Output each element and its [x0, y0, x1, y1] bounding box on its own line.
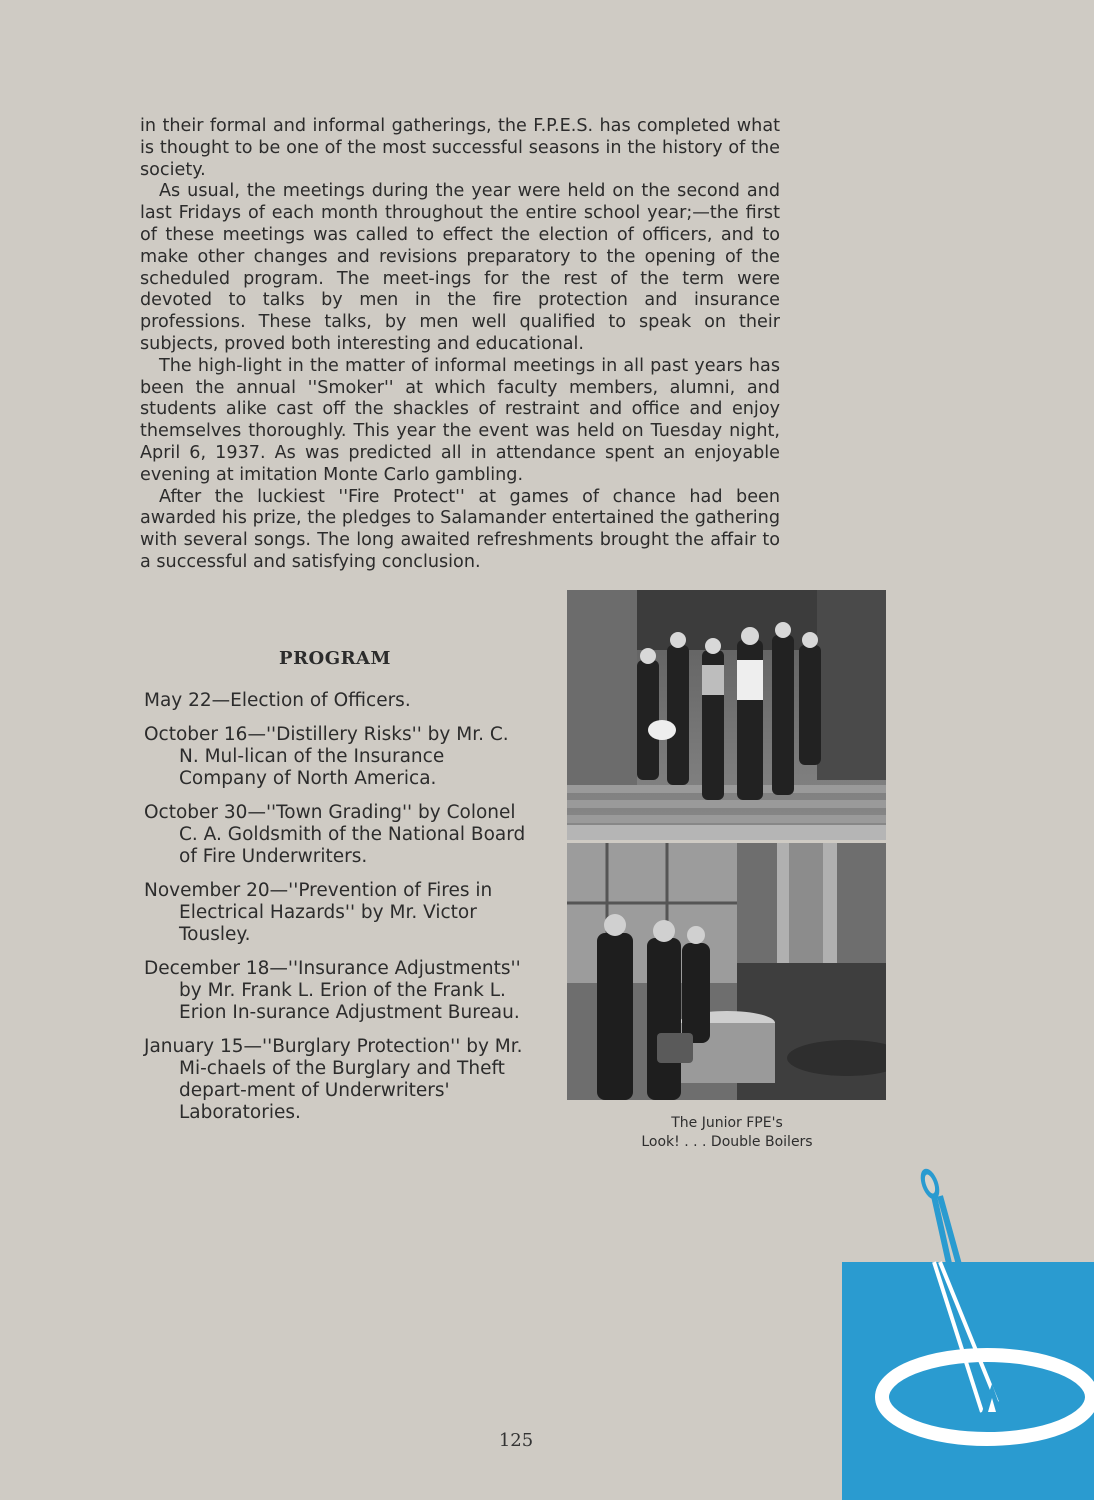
program-heading: PROGRAM: [279, 648, 391, 669]
program-item: January 15—''Burglary Protection'' by Mr. Mi-chaels of the Burglary and Theft depart-ment of Underwriters' Laboratories.: [144, 1036, 523, 1123]
body-text: [140, 116, 780, 574]
photo-caption: [566, 1114, 888, 1152]
program-item: May 22—Election of Officers.: [144, 690, 411, 711]
photo-double-boilers: [567, 843, 886, 1100]
program-list: [144, 690, 530, 1136]
program-item: October 30—''Town Grading'' by Colonel C. A. Goldsmith of the National Board of Fire Underwriters.: [144, 802, 526, 867]
paragraph-2: As usual, the meetings during the year were held on the second and last Fridays of each month throughout the entire school year;—the first of these meetings was called to effect the election of officers, and to make other changes and revisions preparatory to the opening of the scheduled program. The meet-ings for the rest of the term were devoted to talks by men in the fire protection and insurance professions. These talks, by men well qualified to speak on their subjects, proved both interesting and educational.: [140, 181, 780, 354]
page-number: 125: [498, 1430, 534, 1451]
slide-rule-compass-icon: [842, 1162, 1094, 1452]
caption-line-1: The Junior FPE's: [671, 1115, 783, 1131]
caption-line-2: Look! . . . Double Boilers: [641, 1134, 813, 1150]
program-item: November 20—''Prevention of Fires in Electrical Hazards'' by Mr. Victor Tousley.: [144, 880, 493, 945]
paragraph-4: After the luckiest ''Fire Protect'' at games of chance had been awarded his prize, the pledges to Salamander entertained the gathering with several songs. The long awaited refreshments brought the affair to a successful and satisfying conclusion.: [140, 486, 780, 572]
paragraph-1: in their formal and informal gatherings, the F.P.E.S. has completed what is thought to be one of the most successful seasons in the history of the society.: [140, 116, 780, 180]
paragraph-3: The high-light in the matter of informal meetings in all past years has been the annual ''Smoker'' at which faculty members, alumni, and students alike cast off the shackles of restraint and office and enjoy themselves thoroughly. This year the event was held on Tuesday night, April 6, 1937. As was predicted all in attendance spent an enjoyable evening at imitation Monte Carlo gambling.: [140, 355, 780, 485]
program-item: October 16—''Distillery Risks'' by Mr. C. N. Mul-lican of the Insurance Company of North America.: [144, 724, 509, 789]
photo-group-on-steps: [567, 590, 886, 840]
program-item: December 18—''Insurance Adjustments'' by Mr. Frank L. Erion of the Frank L. Erion In-surance Adjustment Bureau.: [144, 958, 521, 1023]
